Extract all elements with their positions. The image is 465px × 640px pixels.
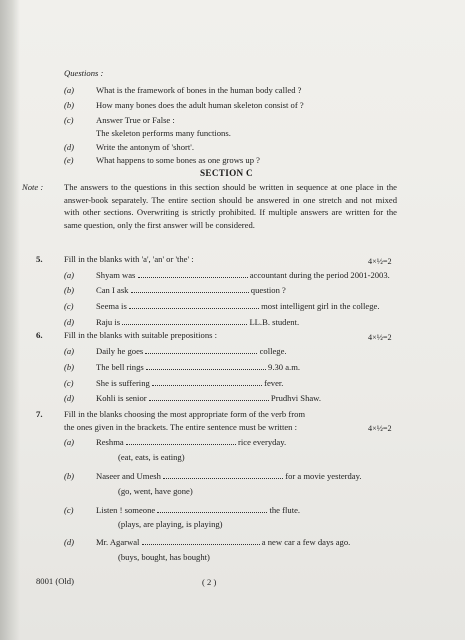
verb-options: (go, went, have gone) [118, 486, 193, 496]
question-instruction: the ones given in the brackets. The entire sentence must be written : [64, 422, 297, 432]
question-instruction: Fill in the blanks with 'a', 'an' or 'the' : [64, 254, 194, 264]
item-label: (c) [64, 505, 74, 515]
question-text: How many bones does the adult human skeleton consist of ? [96, 100, 304, 110]
item-label: (d) [64, 317, 75, 327]
fill-blank-item: Reshma rice everyday. [96, 437, 287, 447]
question-text: The skeleton performs many functions. [96, 128, 231, 138]
item-label: (b) [64, 362, 75, 372]
item-label: (a) [64, 270, 75, 280]
question-instruction: Fill in the blanks with suitable prepositions : [64, 330, 218, 340]
paper-code: 8001 (Old) [36, 576, 74, 586]
question-number: 6. [36, 330, 43, 340]
note-label: Note : [22, 182, 44, 192]
question-label: (c) [64, 115, 74, 125]
fill-blank-item: Seema is most intelligent girl in the college. [96, 301, 380, 311]
question-text: Write the antonym of 'short'. [96, 142, 194, 152]
questions-heading: Questions : [64, 68, 104, 78]
item-label: (c) [64, 301, 74, 311]
marks: 4×½=2 [368, 257, 392, 266]
fill-blank-item: Raju is LL.B. student. [96, 317, 300, 327]
question-label: (e) [64, 155, 74, 165]
item-label: (d) [64, 537, 75, 547]
question-instruction: Fill in the blanks choosing the most appropriate form of the verb from [64, 409, 306, 419]
question-number: 7. [36, 409, 43, 419]
page-binding-edge [0, 0, 20, 640]
question-text: What happens to some bones as one grows up ? [96, 155, 260, 165]
question-number: 5. [36, 254, 43, 264]
section-title: SECTION C [200, 168, 253, 178]
fill-blank-item: Daily he goes college. [96, 346, 287, 356]
item-label: (c) [64, 378, 74, 388]
item-label: (d) [64, 393, 75, 403]
item-label: (b) [64, 285, 75, 295]
fill-blank-item: Naseer and Umesh for a movie yesterday. [96, 471, 362, 481]
note-text: The answers to the questions in this section should be written in sequence at one place in the answer-book separately. The entire section should be answered in one stretch and not mixed with other sections. Overwriting is strictly prohibited. If multiple answers are written for the same question, only the first answer will be considered. [64, 182, 397, 230]
verb-options: (buys, bought, has bought) [118, 552, 210, 562]
question-label: (b) [64, 100, 75, 110]
fill-blank-item: Shyam was accountant during the period 2001-2003. [96, 270, 390, 280]
item-label: (a) [64, 346, 75, 356]
fill-blank-item: The bell rings 9.30 a.m. [96, 362, 301, 372]
question-text: What is the framework of bones in the human body called ? [96, 85, 302, 95]
verb-options: (plays, are playing, is playing) [118, 519, 223, 529]
fill-blank-item: Can I ask question ? [96, 285, 286, 295]
fill-blank-item: She is suffering fever. [96, 378, 284, 388]
item-label: (a) [64, 437, 75, 447]
item-label: (b) [64, 471, 75, 481]
fill-blank-item: Kohli is senior Prudhvi Shaw. [96, 393, 321, 403]
verb-options: (eat, eats, is eating) [118, 452, 185, 462]
marks: 4×½=2 [368, 424, 392, 433]
question-text: Answer True or False : [96, 115, 175, 125]
fill-blank-item: Mr. Agarwal a new car a few days ago. [96, 537, 351, 547]
marks: 4×½=2 [368, 333, 392, 342]
page-number: ( 2 ) [202, 577, 217, 587]
question-label: (a) [64, 85, 75, 95]
question-label: (d) [64, 142, 75, 152]
fill-blank-item: Listen ! someone the flute. [96, 505, 301, 515]
